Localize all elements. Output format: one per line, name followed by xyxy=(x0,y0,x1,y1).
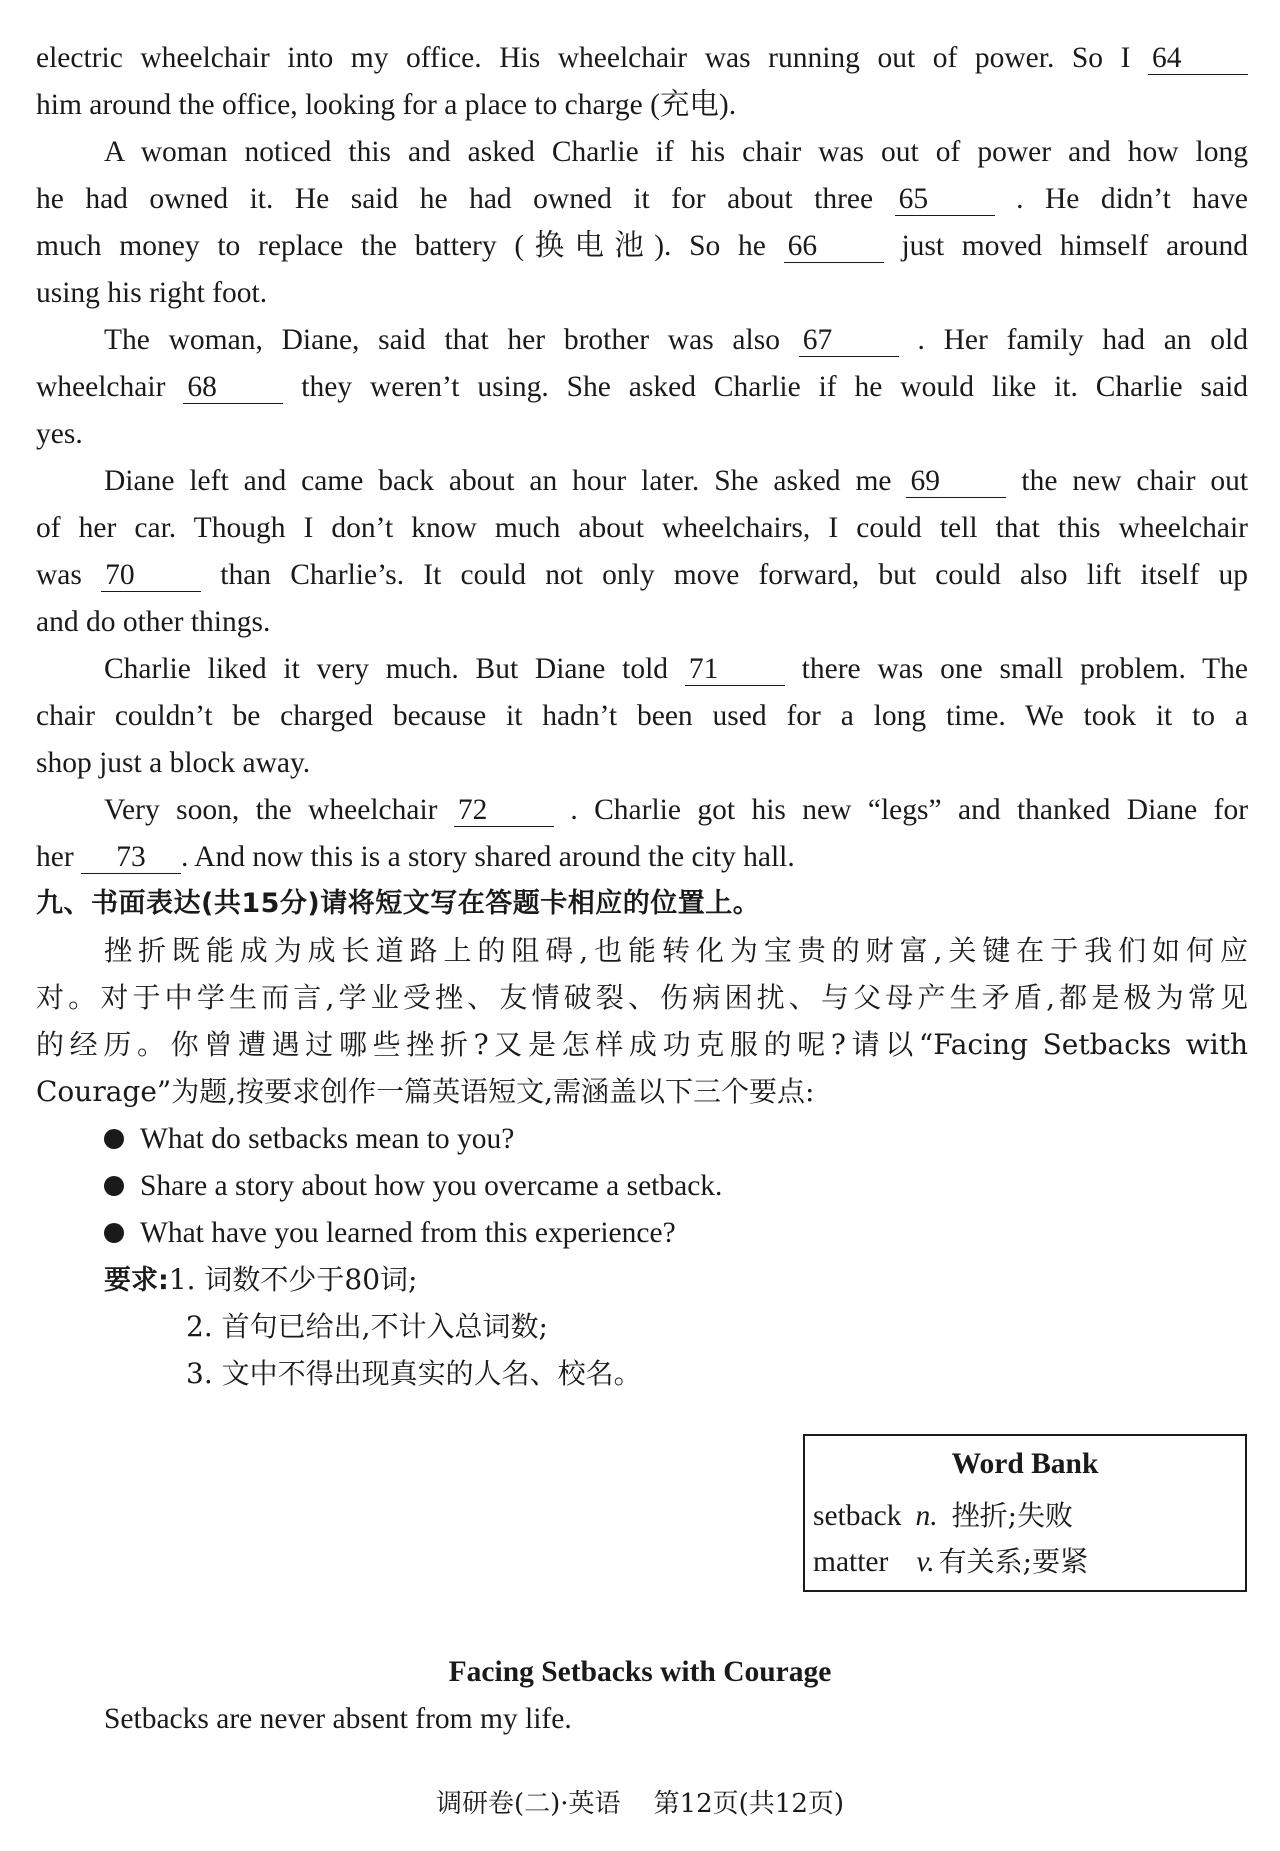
passage-line: shop just a block away. xyxy=(36,747,311,779)
passage-line: Diane left and came back about an hour later. She asked me 69 the new chair out xyxy=(104,465,1249,497)
passage-line: yes. xyxy=(36,418,83,450)
passage-line: was 70 than Charlie’s. It could not only move forward, but could also lift itself up xyxy=(36,559,1248,591)
prompt-line: 对。对于中学生而言,学业受挫、友情破裂、伤病困扰、与父母产生矛盾,都是极为常见 xyxy=(36,981,1248,1014)
passage-line: electric wheelchair into my office. His wheelchair was running out of power. So I 64 xyxy=(36,38,1248,78)
passage-line: chair couldn’t be charged because it hadn’t been used for a long time. We took it to a xyxy=(36,700,1248,732)
passage-line: he had owned it. He said he had owned it for about three 65 . He didn’t have xyxy=(36,183,1248,215)
blank-65[interactable]: 65 xyxy=(895,183,995,216)
blank-73[interactable]: 73 xyxy=(81,841,181,874)
passage-line: him around the office, looking for a place to charge (充电). xyxy=(36,89,737,121)
blank-68[interactable]: 68 xyxy=(183,371,283,404)
bullet-point: Share a story about how you overcame a setback. xyxy=(104,1166,1248,1206)
requirement-line: 3. 文中不得出现真实的人名、校名。 xyxy=(186,1357,642,1390)
passage-line: The woman, Diane, said that her brother was also 67 . Her family had an old xyxy=(104,324,1249,356)
bullet-dot-icon xyxy=(104,1129,124,1149)
essay-first-sentence: Setbacks are never absent from my life. xyxy=(104,1703,572,1735)
passage-line: her 73 . And now this is a story shared around the city hall. xyxy=(36,841,795,873)
blank-67[interactable]: 67 xyxy=(799,324,899,357)
essay-title: Facing Setbacks with Courage xyxy=(448,1656,832,1688)
word-bank-title: Word Bank xyxy=(951,1448,1099,1480)
bullet-dot-icon xyxy=(104,1223,124,1243)
passage-line: A woman noticed this and asked Charlie if his chair was out of power and how long xyxy=(104,136,1248,168)
passage-line: using his right foot. xyxy=(36,277,268,309)
blank-71[interactable]: 71 xyxy=(685,653,785,686)
passage-line: Very soon, the wheelchair 72 . Charlie got his new “legs” and thanked Diane for xyxy=(104,794,1249,826)
section-heading: 九、书面表达(共15分)请将短文写在答题卡相应的位置上。 xyxy=(36,888,761,919)
requirement-line: 2. 首句已给出,不计入总词数; xyxy=(186,1310,548,1343)
requirement-label: 要求: xyxy=(104,1265,169,1296)
word-bank-entry: setback n. 挫折;失败 xyxy=(813,1499,1074,1532)
passage-line: of her car. Though I don’t know much about wheelchairs, I could tell that this wheelchair xyxy=(36,512,1248,544)
prompt-line: 挫折既能成为成长道路上的阻碍,也能转化为宝贵的财富,关键在于我们如何应 xyxy=(104,934,1248,967)
passage-line: much money to replace the battery (换电池). So he 66 just moved himself around xyxy=(36,230,1249,262)
prompt-line: 的经历。你曾遭遇过哪些挫折?又是怎样成功克服的呢?请以“Facing Setbacks with xyxy=(36,1028,1248,1061)
requirement-line: 要求:1. 词数不少于80词; xyxy=(104,1263,418,1296)
passage-line: and do other things. xyxy=(36,606,271,638)
bullet-point: What have you learned from this experience? xyxy=(104,1213,1248,1253)
passage-line: wheelchair 68 they weren’t using. She asked Charlie if he would like it. Charlie said xyxy=(36,371,1249,403)
passage-line: Charlie liked it very much. But Diane told 71 there was one small problem. The xyxy=(104,653,1248,685)
blank-66[interactable]: 66 xyxy=(784,230,884,263)
prompt-line: Courage”为题,按要求创作一篇英语短文,需涵盖以下三个要点: xyxy=(36,1075,815,1108)
blank-70[interactable]: 70 xyxy=(101,559,201,592)
page-footer: 调研卷(二)·英语 第12页(共12页) xyxy=(435,1789,845,1819)
bullet-dot-icon xyxy=(104,1176,124,1196)
blank-69[interactable]: 69 xyxy=(906,465,1006,498)
word-bank-box xyxy=(803,1434,1247,1592)
bullet-point: What do setbacks mean to you? xyxy=(104,1119,1248,1159)
blank-72[interactable]: 72 xyxy=(454,794,554,827)
blank-64[interactable]: 64 xyxy=(1148,42,1248,75)
word-bank-entry: matter v. 有关系;要紧 xyxy=(813,1545,1089,1578)
